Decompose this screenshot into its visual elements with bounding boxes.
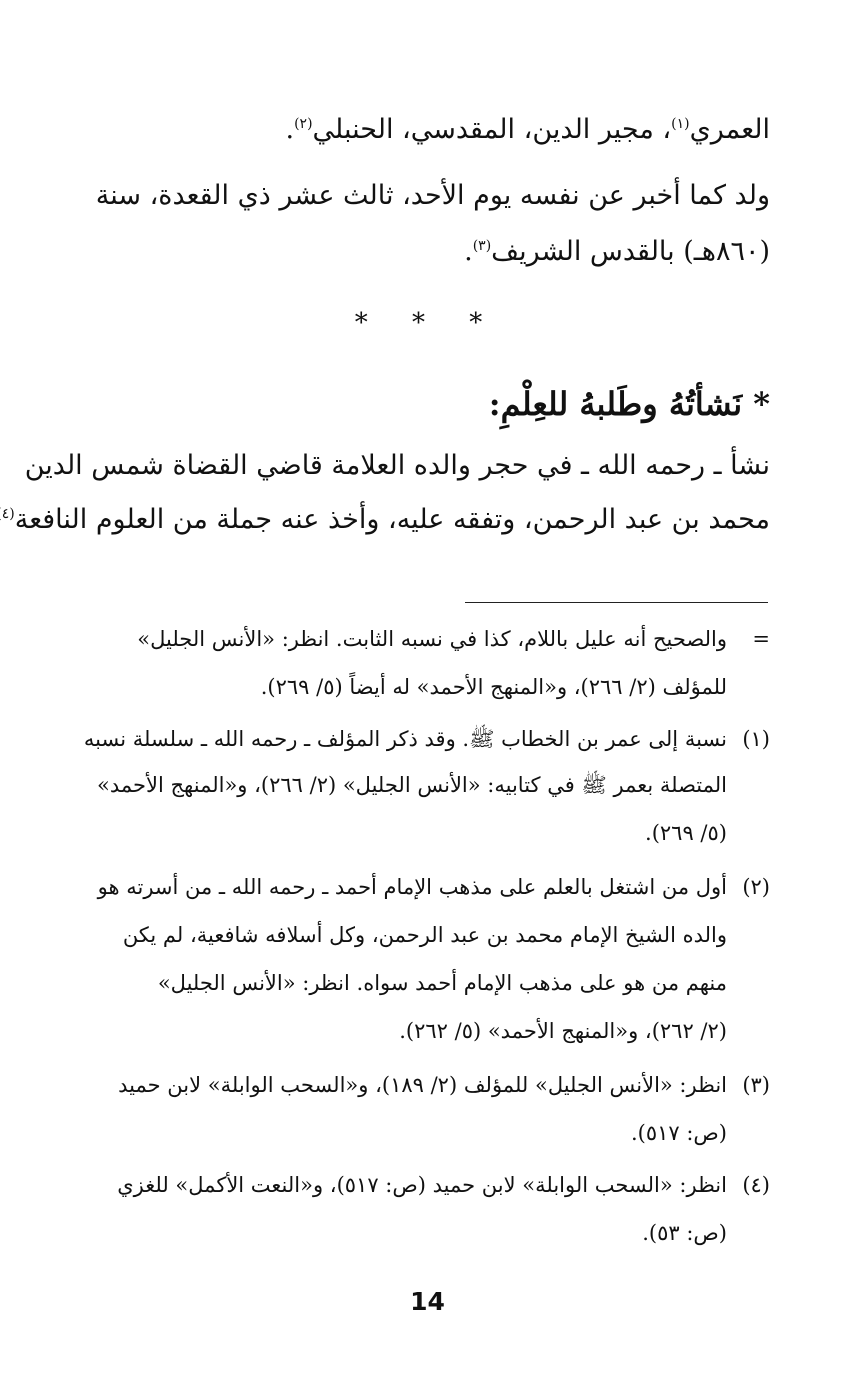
footnote-line: المتصلة بعمر ﷺ في كتابيه: «الأنس الجليل» (٢/ ٢٦٦)، و«المنهج الأحمد» (97, 773, 727, 797)
section-heading: * نَشأتُهُ وطَلبهُ للعِلْمِ: (488, 385, 770, 423)
footnote-line: انظر: «الأنس الجليل» للمؤلف (٢/ ١٨٩)، و«السحب الوابلة» لابن حميد (118, 1073, 727, 1097)
footnote-line: للمؤلف (٢/ ٢٦٦)، و«المنهج الأحمد» له أيضاً (٥/ ٢٦٩). (260, 675, 727, 699)
footnote-line: والصحيح أنه عليل باللام، كذا في نسبه الثابت. انظر: «الأنس الجليل» (137, 627, 727, 651)
footnote-line: أول من اشتغل بالعلم على مذهب الإمام أحمد ـ رحمه الله ـ من أسرته هو (97, 875, 727, 899)
footnote-marker: (٤) (742, 1173, 770, 1197)
footnote-rule (465, 602, 768, 603)
footnote-line: نسبة إلى عمر بن الخطاب ﷺ. وقد ذكر المؤلف ـ رحمه الله ـ سلسلة نسبه (83, 727, 727, 751)
footnote-line: والده الشيخ الإمام محمد بن عبد الرحمن، وكل أسلافه شافعية، لم يكن (122, 923, 727, 947)
footnote-ref: (١) (671, 116, 690, 132)
footnote-marker: (١) (742, 727, 770, 751)
body-text: . (464, 236, 473, 267)
body-line-1 (58, 110, 770, 150)
footnote-marker: (٣) (742, 1073, 770, 1097)
footnote-line: انظر: «السحب الوابلة» لابن حميد (ص: ٥١٧)، و«النعت الأكمل» للغزي (117, 1173, 727, 1197)
body-text: نشأ ـ رحمه الله ـ في حجر والده العلامة قاضي القضاة شمس الدين (24, 450, 770, 481)
footnote-line: (٢/ ٢٦٢)، و«المنهج الأحمد» (٥/ ٢٦٢). (399, 1019, 727, 1043)
footnote-line: (ص: ٥١٧). (630, 1121, 727, 1145)
footnote-ref: (٤ (1, 506, 15, 522)
section-separator: * * * (354, 308, 501, 338)
body-text: محمد بن عبد الرحمن، وتفقه عليه، وأخذ عنه جملة من العلوم النافعة (14, 504, 770, 535)
body-line-5 (1, 500, 770, 540)
footnote-marker: = (752, 627, 770, 651)
body-line-3 (58, 232, 770, 272)
body-text: . (285, 114, 295, 145)
footnote-line: منهم من هو على مذهب الإمام أحمد سواه. انظر: «الأنس الجليل» (157, 971, 727, 995)
footnote-marker: (٢) (742, 875, 770, 899)
body-line-4 (24, 446, 770, 486)
body-text: ولد كما أخبر عن نفسه يوم الأحد، ثالث عشر ذي القعدة، سنة (95, 180, 770, 211)
footnote-line: (ص: ٥٣). (642, 1221, 727, 1245)
body-text: العمري (689, 114, 770, 145)
page-number: 14 (410, 1287, 445, 1316)
footnote-ref: (٣) (472, 238, 492, 254)
body-line-2 (58, 176, 770, 216)
footnote-ref: (٢) (294, 116, 313, 132)
body-text: ، مجير الدين، المقدسي، الحنبلي (312, 114, 672, 145)
footnote-line: (٥/ ٢٦٩). (645, 821, 727, 845)
body-text: (٨٦٠هـ) بالقدس الشريف (491, 236, 770, 267)
